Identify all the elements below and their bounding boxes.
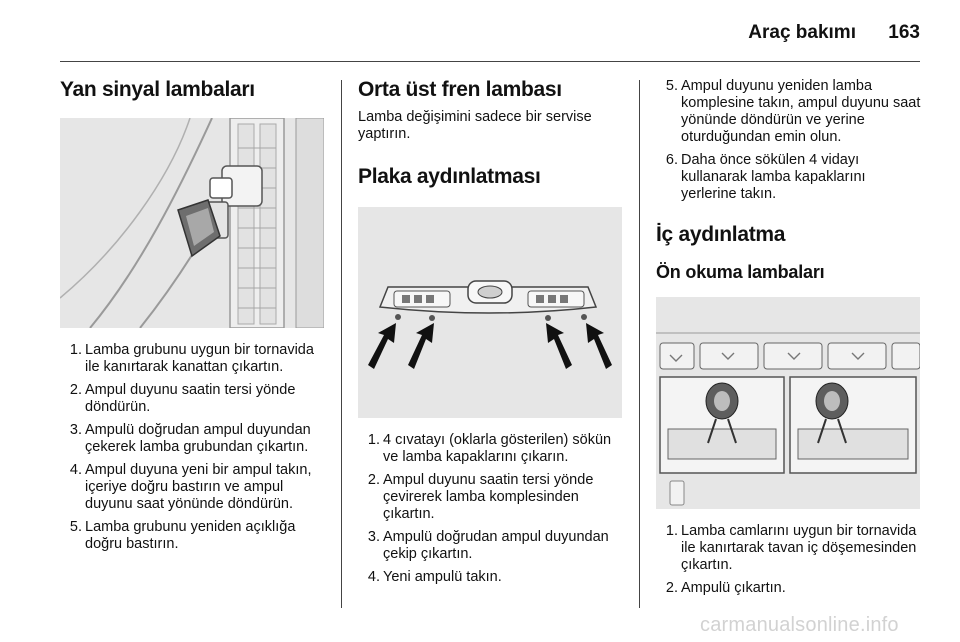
list-item: 1. Lamba camlarını uygun bir tornavida ile kanırtarak tavan iç döşemesinden çıkartın.: [665, 523, 917, 573]
steps-licence-plate-continued: [656, 78, 922, 203]
list-item: 5. Ampul duyunu yeniden lamba komplesine takın, ampul duyunu saat yönünde döndürün ve yerine oturduğundan emin olun.: [665, 78, 921, 145]
heading-licence-plate-light: Plaka aydınlatması: [358, 165, 541, 188]
header-rule: [60, 61, 920, 62]
page-number: 163: [888, 22, 920, 43]
steps-licence-plate: [358, 432, 624, 586]
list-item: 1. 4 cıvatayı (oklarla gösterilen) sökün ve lamba kapaklarını çıkarın.: [367, 432, 612, 465]
heading-front-reading-lights: Ön okuma lambaları: [656, 262, 825, 282]
list-item: 3. Ampulü doğrudan ampul duyundan çekerek lamba grubundan çıkartın.: [69, 422, 311, 455]
figure-licence-plate-light: [358, 207, 622, 418]
list-item: 6. Daha önce sökülen 4 vidayı kullanarak lamba kapaklarını yerlerine takın.: [665, 152, 866, 202]
list-item: 2. Ampulü çıkartın.: [665, 580, 786, 596]
column-2: [358, 66, 624, 592]
figure-reading-lights: [656, 297, 920, 509]
list-item: 2. Ampul duyunu saatin tersi yönde döndürün.: [69, 382, 296, 415]
column-divider-2: [639, 80, 640, 608]
column-1: [60, 66, 326, 559]
column-divider-1: [341, 80, 342, 608]
heading-side-indicator-lamps: Yan sinyal lambaları: [60, 78, 255, 101]
list-item: 3. Ampulü doğrudan ampul duyundan çekip çıkartın.: [367, 529, 609, 562]
figure-side-indicator-lamp: [60, 118, 324, 328]
heading-interior-lights: İç aydınlatma: [656, 223, 786, 246]
steps-side-indicator: [60, 342, 326, 553]
heading-high-brake-light: Orta üst fren lambası: [358, 78, 562, 101]
paragraph-service-note: Lamba değişimini sadece bir servise yaptırın.: [358, 109, 592, 142]
steps-reading-lights: [656, 523, 922, 597]
list-item: 4. Yeni ampulü takın.: [367, 569, 502, 585]
watermark: carmanualsonline.info: [700, 614, 899, 636]
list-item: 5. Lamba grubunu yeniden açıklığa doğru bastırın.: [69, 519, 296, 552]
column-3: [656, 66, 922, 603]
list-item: 2. Ampul duyunu saatin tersi yönde çevirerek lamba komplesinden çıkartın.: [367, 472, 594, 522]
list-item: 4. Ampul duyuna yeni bir ampul takın, içeriye doğru bastırın ve ampul duyunu saat yönünde döndürün.: [69, 462, 312, 512]
list-item: 1. Lamba grubunu uygun bir tornavida ile kanırtarak kanattan çıkartın.: [69, 342, 314, 375]
running-header-section: Araç bakımı: [748, 22, 856, 43]
